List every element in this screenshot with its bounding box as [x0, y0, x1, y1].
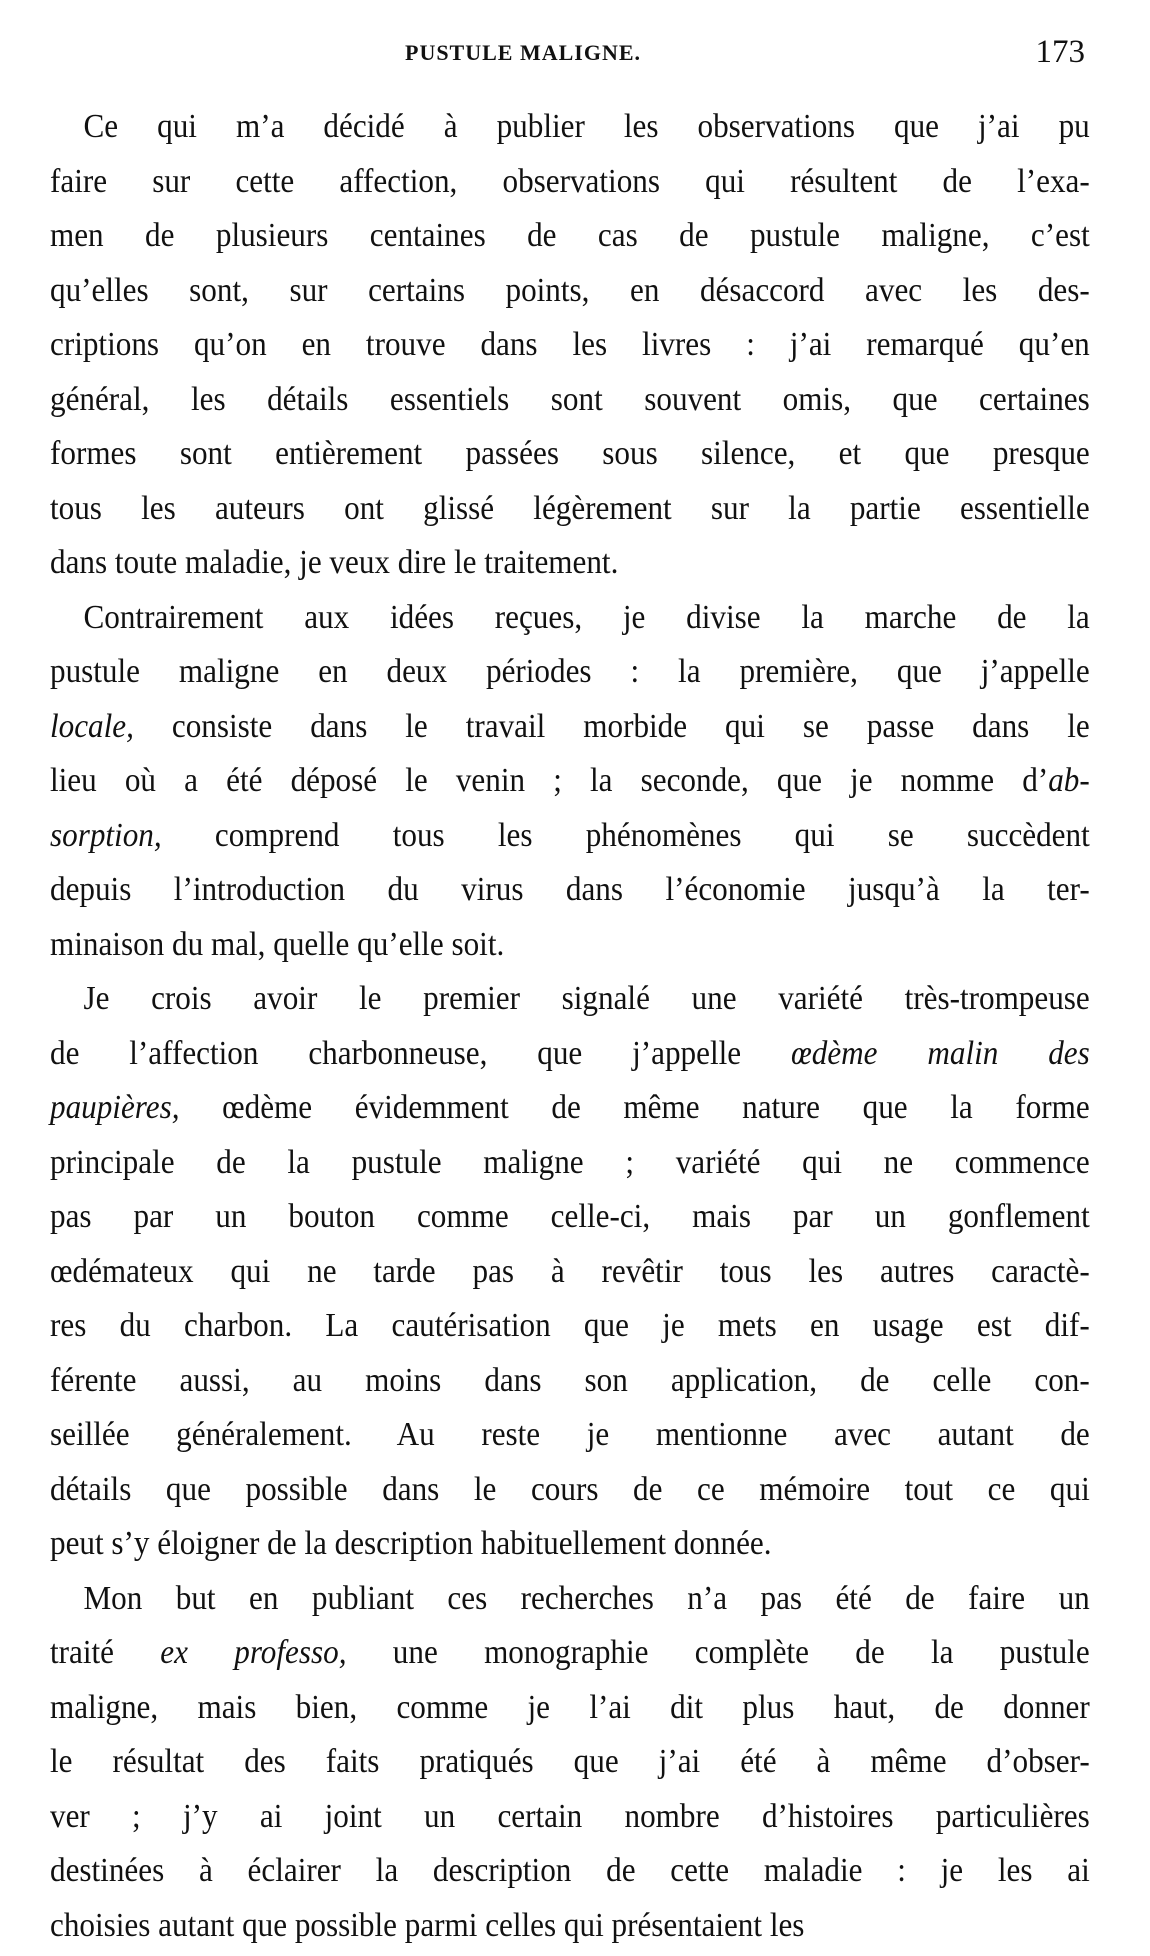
text-line: lieu où a été déposé le venin ; la seconde, que je nomme d’ab- — [50, 762, 1090, 799]
text-line: le résultat des faits pratiqués que j’ai été à même d’obser- — [50, 1743, 1090, 1780]
running-header — [0, 34, 1150, 78]
italic-term: œdème malin des — [790, 1034, 1090, 1072]
text-line: peut s’y éloigner de la description habituellement donnée. — [50, 1525, 772, 1562]
text-line: traité ex professo, une monographie complète de la pustule — [50, 1634, 1090, 1671]
text-line: locale, consiste dans le travail morbide qui se passe dans le — [50, 707, 1090, 745]
text-line: men de plusieurs centaines de cas de pustule maligne, c’est — [50, 217, 1090, 254]
text-line: Contrairement aux idées reçues, je divise la marche de la — [83, 598, 1090, 636]
text-line: ver ; j’y ai joint un certain nombre d’histoires particulières — [50, 1797, 1090, 1835]
text-line: dans toute maladie, je veux dire le traitement. — [50, 544, 619, 581]
italic-term: ex professo, — [160, 1634, 347, 1671]
text-line: choisies autant que possible parmi celles qui présentaient les — [50, 1906, 805, 1944]
text-line: de l’affection charbonneuse, que j’appelle œdème malin des — [50, 1034, 1090, 1072]
text-line: res du charbon. La cautérisation que je mets en usage est dif- — [50, 1307, 1090, 1344]
text-line: paupières, œdème évidemment de même nature que la forme — [50, 1089, 1090, 1126]
text-line: formes sont entièrement passées sous silence, et que presque — [50, 435, 1090, 472]
paragraph — [50, 591, 1090, 973]
body-text — [50, 100, 1090, 1953]
text-line: faire sur cette affection, observations qui résultent de l’exa- — [50, 162, 1090, 200]
text-line: tous les auteurs ont glissé légèrement sur la partie essentielle — [50, 489, 1090, 527]
text-line: criptions qu’on en trouve dans les livres : j’ai remarqué qu’en — [50, 326, 1090, 363]
paragraph — [50, 972, 1090, 1572]
text-line: pas par un bouton comme celle-ci, mais par un gonflement — [50, 1198, 1090, 1235]
text-line: pustule maligne en deux périodes : la première, que j’appelle — [50, 653, 1090, 690]
text-line: qu’elles sont, sur certains points, en désaccord avec les des- — [50, 271, 1090, 309]
italic-term: paupières, — [50, 1089, 180, 1126]
text-line: destinées à éclairer la description de cette maladie : je les ai — [50, 1852, 1090, 1889]
italic-term: sorption, — [50, 816, 162, 854]
text-line: depuis l’introduction du virus dans l’économie jusqu’à la ter- — [50, 871, 1090, 908]
italic-term: ab- — [1048, 762, 1090, 799]
text-line: minaison du mal, quelle qu’elle soit. — [50, 925, 505, 963]
text-line: principale de la pustule maligne ; variété qui ne commence — [50, 1143, 1090, 1181]
italic-term: locale, — [50, 707, 134, 745]
text-line: sorption, comprend tous les phénomènes qui se succèdent — [50, 816, 1090, 854]
text-line: maligne, mais bien, comme je l’ai dit plus haut, de donner — [50, 1688, 1090, 1726]
paragraph — [50, 100, 1090, 591]
text-line: seillée généralement. Au reste je mentionne avec autant de — [50, 1416, 1090, 1453]
text-line: Mon but en publiant ces recherches n’a pas été de faire un — [83, 1579, 1090, 1617]
text-line: général, les détails essentiels sont souvent omis, que certaines — [50, 380, 1090, 418]
running-title: PUSTULE MALIGNE. — [405, 40, 642, 65]
page-number: 173 — [1035, 34, 1085, 70]
text-line: Ce qui m’a décidé à publier les observations que j’ai pu — [83, 108, 1090, 145]
text-line: férente aussi, au moins dans son application, de celle con- — [50, 1361, 1090, 1399]
text-line: œdémateux qui ne tarde pas à revêtir tous les autres caractè- — [50, 1252, 1090, 1290]
paragraph — [50, 1572, 1090, 1954]
text-line: Je crois avoir le premier signalé une variété très-trompeuse — [83, 980, 1090, 1017]
text-line: détails que possible dans le cours de ce mémoire tout ce qui — [50, 1470, 1090, 1508]
